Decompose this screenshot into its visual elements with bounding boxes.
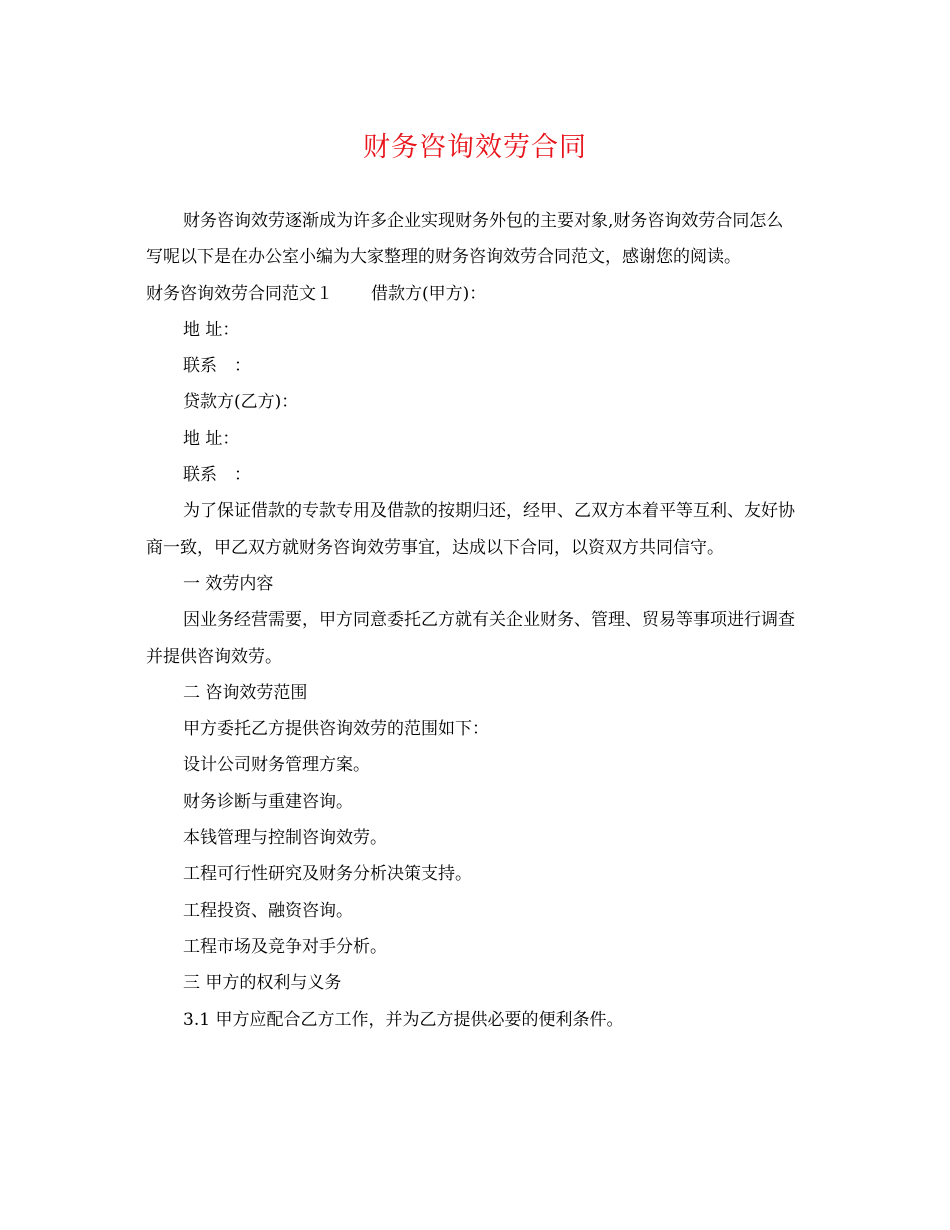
sample-heading: 财务咨询效劳合同范文１ xyxy=(146,283,333,304)
party-a-address: 地 址： xyxy=(183,319,240,340)
preamble-paragraph: 为了保证借款的专款专用及借款的按期归还，经甲、乙双方本着平等互利、友好协商一致，甲乙双方就财务咨询效劳事宜，达成以下合同，以资双方共同信守。 xyxy=(146,501,795,558)
scope-item: 财务诊断与重建咨询。 xyxy=(183,791,353,812)
document-body xyxy=(146,203,800,1038)
section2-intro: 甲方委托乙方提供咨询效劳的范围如下： xyxy=(183,719,489,740)
clause-3-1: 3.1 甲方应配合乙方工作，并为乙方提供必要的便利条件。 xyxy=(183,1009,624,1030)
section1-text: 因业务经营需要，甲方同意委托乙方就有关企业财务、管理、贸易等事项进行调查并提供咨询效劳。 xyxy=(146,610,795,667)
scope-item: 本钱管理与控制咨询效劳。 xyxy=(183,828,387,849)
section1-heading: 一 效劳内容 xyxy=(183,573,274,594)
sample-heading-line xyxy=(146,276,800,312)
scope-item: 工程投资、融资咨询。 xyxy=(183,900,353,921)
section3-heading: 三 甲方的权利与义务 xyxy=(183,973,342,994)
document-title: 财务咨询效劳合同 xyxy=(363,132,587,163)
party-a-contact: 联系 ： xyxy=(183,356,251,377)
party-b-address: 地 址： xyxy=(183,428,240,449)
party-b-label: 贷款方(乙方)： xyxy=(183,392,299,413)
party-b-contact: 联系 ： xyxy=(183,465,251,486)
party-a-label: 借款方(甲方)： xyxy=(371,283,487,304)
section2-heading: 二 咨询效劳范围 xyxy=(183,682,308,703)
scope-item: 设计公司财务管理方案。 xyxy=(183,755,370,776)
scope-item: 工程市场及竞争对手分析。 xyxy=(183,936,387,957)
scope-item: 工程可行性研究及财务分析决策支持。 xyxy=(183,864,472,885)
intro-paragraph: 财务咨询效劳逐渐成为许多企业实现财务外包的主要对象,财务咨询效劳合同怎么写呢以下是在办公室小编为大家整理的财务咨询效劳合同范文，感谢您的阅读。 xyxy=(146,211,784,268)
